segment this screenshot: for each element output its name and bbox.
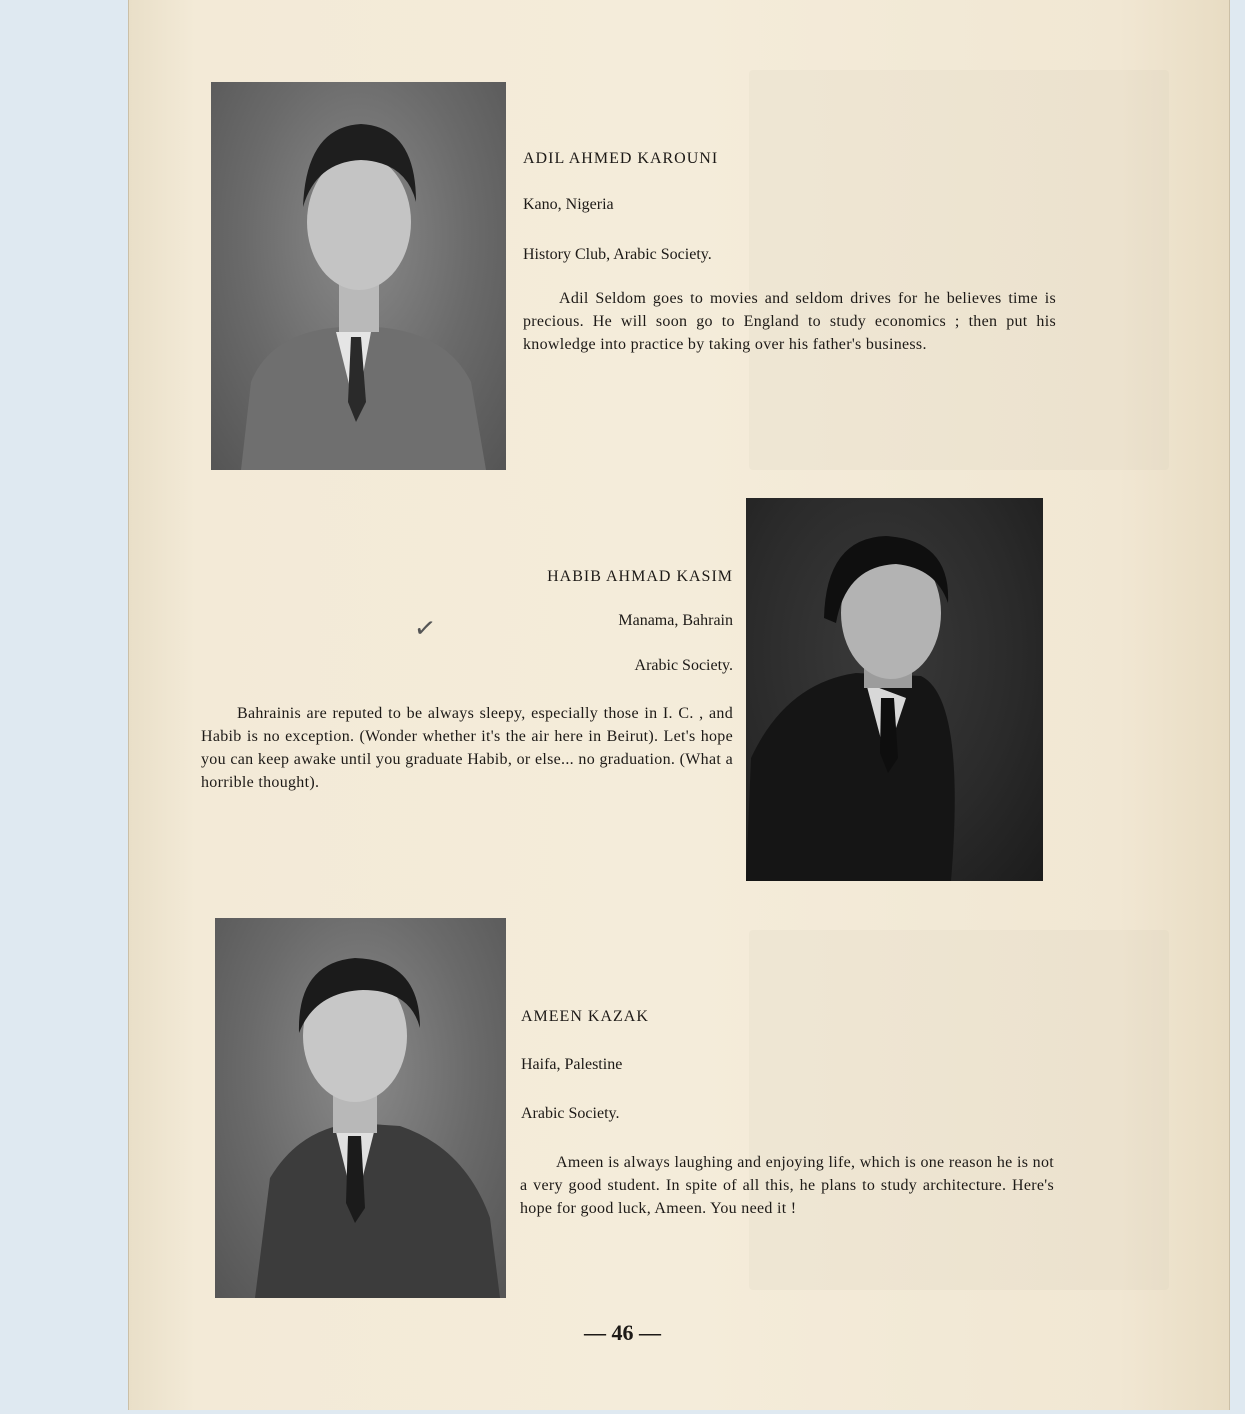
student-bio: Adil Seldom goes to movies and seldom drives for he believes time is precious. He will soon go to England to study economics ; then put his knowledge into practice by taking over his father's business. [523, 290, 1056, 353]
student-location: Kano, Nigeria [523, 196, 614, 213]
student-name: ADIL AHMED KAROUNI [523, 150, 719, 167]
student-portrait-kazak [215, 918, 506, 1298]
student-location: Haifa, Palestine [521, 1056, 623, 1073]
student-name: HABIB AHMAD KASIM [547, 568, 733, 585]
student-activities: History Club, Arabic Society. [523, 246, 712, 263]
student-bio: Bahrainis are reputed to be always sleepy, especially those in I. C. , and Habib is no exception. (Wonder whether it's the air here in Beirut). Let's hope you can keep awake until you graduate Habib, or else... no graduation. (What a horrible thought). [201, 705, 733, 791]
page-number: — 46 — [584, 1320, 661, 1345]
student-location: Manama, Bahrain [618, 612, 733, 629]
student-portrait-karouni [211, 82, 506, 470]
bleed-through-shadow [749, 70, 1169, 470]
student-portrait-kasim [746, 498, 1043, 881]
student-activities: Arabic Society. [634, 657, 733, 674]
student-name: AMEEN KAZAK [521, 1008, 649, 1025]
student-activities: Arabic Society. [521, 1105, 620, 1122]
student-bio: Ameen is always laughing and enjoying life, which is one reason he is not a very good student. In spite of all this, he plans to study architecture. Here's hope for good luck, Ameen. You need it ! [520, 1154, 1054, 1217]
check-mark: ✓ [412, 612, 438, 646]
bleed-through-shadow [749, 930, 1169, 1290]
